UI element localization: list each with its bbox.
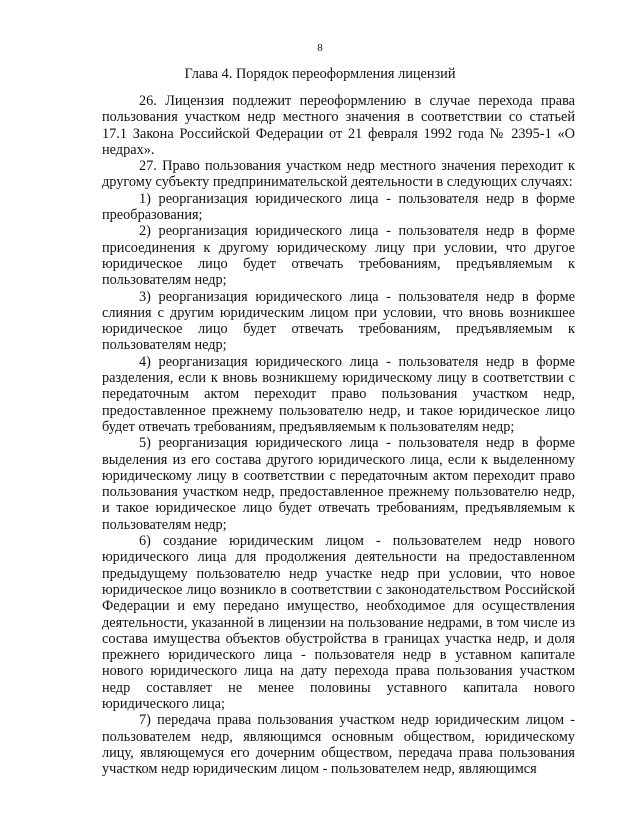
list-item-4: 4) реорганизация юридического лица - пользователя недр в форме разделения, если к вновь возникшему юридическому лицу в соответствии с передаточным актом переходит право пользования участком недр, предоставленное прежнему пользователю недр, и такое юридическое лицо будет отвечать требованиям, предъявляемым к пользователям недр;	[102, 353, 575, 435]
list-item-5: 5) реорганизация юридического лица - пользователя недр в форме выделения из его состава другого юридического лица, если к выделенному юридическому лицу в соответствии с передаточным актом переходит право пользования участком недр, предоставленное прежнему пользователю недр, и такое юридическое лицо будет отвечать требованиям, предъявляемым к пользователям недр;	[102, 435, 575, 533]
list-item-6: 6) создание юридическим лицом - пользователем недр нового юридического лица для продолжения деятельности на предоставленном предыдущему пользователю недр участке недр при условии, что новое юридическое лицо возникло в соответствии с законодательством Российской Федерации и ему передано имущество, необходимое для осуществления деятельности, указанной в лицензии на пользование недрами, в том числе из состава имущества объектов обустройства в границах участка недр, и доля прежнего юридического лица - пользователя недр в уставном капитале нового юридического лица на дату перехода права пользования участком недр составляет не менее половины уставного капитала нового юридического лица;	[102, 533, 575, 712]
chapter-title: Глава 4. Порядок переоформления лицензий	[184, 66, 456, 82]
list-item-7: 7) передача права пользования участком недр юридическим лицом - пользователем недр, являющимся основным обществом, юридическому лицу, являющемуся его дочерним обществом, передача права пользования участком недр юридическим лицом - пользователем недр, являющимся	[102, 712, 575, 778]
list-item-2: 2) реорганизация юридического лица - пользователя недр в форме присоединения к другому юридическому лицу при условии, что другое юридическое лицо будет отвечать требованиям, предъявляемым к пользователям недр;	[102, 223, 575, 289]
document-body	[102, 93, 575, 777]
paragraph-27: 27. Право пользования участком недр местного значения переходит к другому субъекту предпринимательской деятельности в следующих случаях:	[102, 158, 575, 191]
list-item-1: 1) реорганизация юридического лица - пользователя недр в форме преобразования;	[102, 190, 575, 224]
page-number: 8	[317, 42, 323, 54]
paragraph-26: 26. Лицензия подлежит переоформлению в случае перехода права пользования участком недр местного значения в соответствии со статьей 17.1 Закона Российской Федерации от 21 февраля 1992 года № 2395-1 «О недрах».	[102, 93, 575, 158]
list-item-3: 3) реорганизация юридического лица - пользователя недр в форме слияния с другим юридическим лицом при условии, что вновь возникшее юридическое лицо будет отвечать требованиям, предъявляемым к пользователям недр;	[102, 288, 575, 354]
